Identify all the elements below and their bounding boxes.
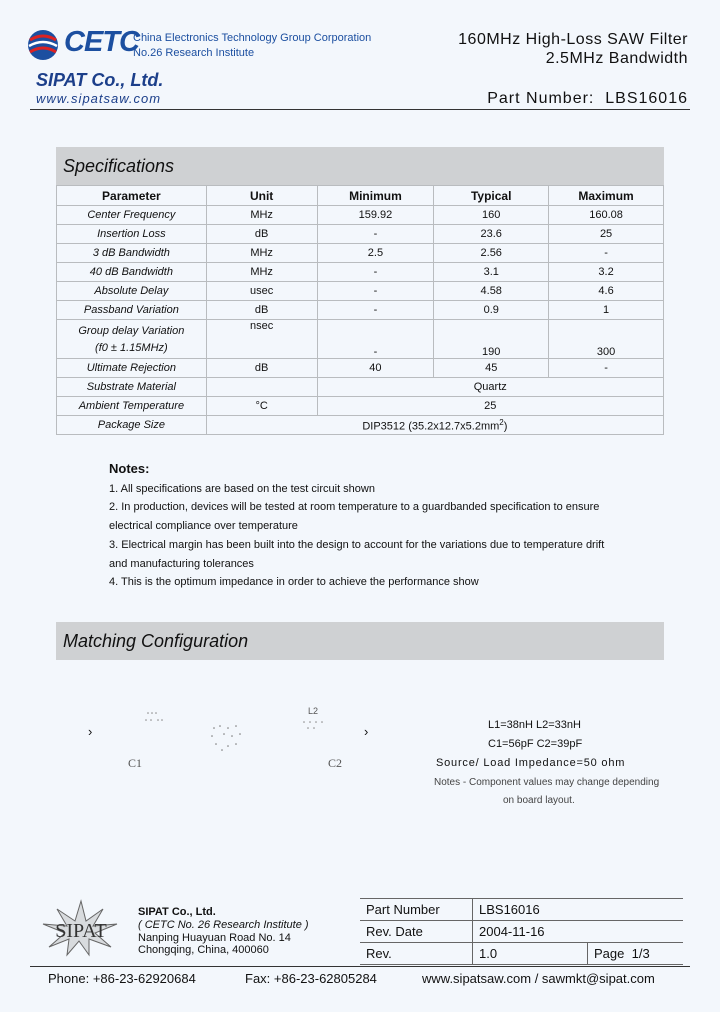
max-cell: 160.08 xyxy=(549,206,664,225)
component-note: Notes - Component values may change depending xyxy=(434,777,660,788)
component-note-2: on board layout. xyxy=(503,795,575,806)
rev-value-cell: LBS16016 xyxy=(473,899,684,921)
rev-label-cell: Part Number xyxy=(360,899,473,921)
param-cell: 40 dB Bandwidth xyxy=(57,263,207,282)
col-header: Unit xyxy=(206,186,317,206)
min-cell: - xyxy=(317,225,434,244)
unit-cell: MHz xyxy=(206,206,317,225)
package-sup: 2 xyxy=(499,417,504,427)
col-header: Minimum xyxy=(317,186,434,206)
max-cell: 3.2 xyxy=(549,263,664,282)
max-cell: 4.6 xyxy=(549,282,664,301)
spec-header-row xyxy=(57,186,664,206)
table-row xyxy=(57,378,664,397)
min-cell: 2.5 xyxy=(317,244,434,263)
param-cell: 3 dB Bandwidth xyxy=(57,244,207,263)
table-row xyxy=(360,943,683,965)
min-cell: 40 xyxy=(317,359,434,378)
unit-cell: MHz xyxy=(206,263,317,282)
revision-table xyxy=(360,898,683,965)
unit-cell xyxy=(206,378,317,397)
specifications-heading: Specifications xyxy=(56,147,664,185)
sipat-logo-icon xyxy=(33,899,129,957)
table-row xyxy=(57,282,664,301)
typ-cell: 23.6 xyxy=(434,225,549,244)
typ-cell: 190 xyxy=(434,320,549,359)
typ-cell: 3.1 xyxy=(434,263,549,282)
cetc-logo-text: CETC xyxy=(64,26,139,58)
page-cell xyxy=(588,943,684,965)
notes-section xyxy=(109,460,649,592)
param-cell: Package Size xyxy=(57,416,207,435)
svg-text:SIPAT: SIPAT xyxy=(55,920,107,942)
saw-filter-icon xyxy=(206,722,256,756)
cetc-logo-icon xyxy=(26,28,60,62)
param-cell: Ultimate Rejection xyxy=(57,359,207,378)
spec-table xyxy=(56,185,664,435)
table-row xyxy=(57,206,664,225)
typ-cell: 0.9 xyxy=(434,301,549,320)
c1-network-icon xyxy=(136,708,216,738)
max-cell: 1 xyxy=(549,301,664,320)
note-line: 3. Electrical margin has been built into the design to account for the variations due to temperature drift xyxy=(109,538,605,551)
notes-title: Notes: xyxy=(109,461,150,476)
unit-cell: MHz xyxy=(206,244,317,263)
min-cell: - xyxy=(317,301,434,320)
unit-cell: nsec xyxy=(206,320,317,359)
unit-cell: usec xyxy=(206,282,317,301)
rev-value-cell: 1.0 xyxy=(473,943,588,965)
value-cell: 25 xyxy=(317,397,664,416)
unit-cell: dB xyxy=(206,301,317,320)
table-row xyxy=(360,921,683,943)
footer-fax: Fax: +86-23-62805284 xyxy=(245,971,377,986)
org-line-2: No.26 Research Institute xyxy=(133,47,255,59)
footer-address-1: Nanping Huayuan Road No. 14 xyxy=(138,932,291,944)
package-close: ) xyxy=(503,420,508,433)
value-cell: Quartz xyxy=(317,378,664,397)
page-value: 1/3 xyxy=(631,946,650,961)
table-row xyxy=(57,244,664,263)
footer-divider xyxy=(30,966,690,967)
typ-cell: 4.58 xyxy=(434,282,549,301)
table-row xyxy=(360,899,683,921)
max-cell: - xyxy=(549,244,664,263)
company-website: www.sipatsaw.com xyxy=(36,91,162,106)
table-row xyxy=(57,320,664,359)
param-cell: Absolute Delay xyxy=(57,282,207,301)
part-number-value: LBS16016 xyxy=(605,90,688,107)
product-subtitle: 2.5MHz Bandwidth xyxy=(545,50,688,67)
footer-subtitle: ( CETC No. 26 Research Institute ) xyxy=(138,919,309,931)
param-cell: Insertion Loss xyxy=(57,225,207,244)
footer-address-2: Chongqing, China, 400060 xyxy=(138,944,269,956)
org-line-1: China Electronics Technology Group Corporation xyxy=(133,32,372,44)
note-line: 2. In production, devices will be tested at room temperature to a guardbanded specification to ensure xyxy=(109,501,600,514)
typ-cell: 2.56 xyxy=(434,244,549,263)
note-line: 4. This is the optimum impedance in order to achieve the performance show xyxy=(109,576,479,589)
footer-contact: www.sipatsaw.com / sawmkt@sipat.com xyxy=(422,971,655,986)
matching-diagram xyxy=(56,660,664,874)
note-line: electrical compliance over temperature xyxy=(109,520,298,533)
typ-cell: 45 xyxy=(434,359,549,378)
group-delay-range: (f0 ± 1.15MHz) xyxy=(95,341,168,354)
max-cell: 25 xyxy=(549,225,664,244)
min-cell: - xyxy=(317,282,434,301)
rev-label-cell: Rev. xyxy=(360,943,473,965)
param-cell xyxy=(57,320,207,359)
note-line: and manufacturing tolerances xyxy=(109,557,254,570)
footer-company: SIPAT Co., Ltd. xyxy=(138,906,216,918)
footer-phone: Phone: +86-23-62920684 xyxy=(48,971,196,986)
output-arrow-icon: › xyxy=(364,724,369,739)
max-cell: - xyxy=(549,359,664,378)
c2-label: C2 xyxy=(328,756,343,770)
inductor-values: L1=38nH L2=33nH xyxy=(488,719,581,731)
part-number-heading xyxy=(487,90,688,108)
min-cell: 159.92 xyxy=(317,206,434,225)
table-row xyxy=(57,225,664,244)
min-cell: - xyxy=(317,320,434,359)
param-cell: Substrate Material xyxy=(57,378,207,397)
unit-cell: °C xyxy=(206,397,317,416)
impedance-text: Source/ Load Impedance=50 ohm xyxy=(436,757,626,769)
matching-heading: Matching Configuration xyxy=(56,622,664,660)
col-header: Parameter xyxy=(57,186,207,206)
group-delay-label: Group delay Variation xyxy=(78,324,185,337)
capacitor-values: C1=56pF C2=39pF xyxy=(488,738,583,750)
table-row xyxy=(57,416,664,435)
package-size: DIP3512 (35.2x12.7x5.2mm xyxy=(362,420,500,433)
table-row xyxy=(57,359,664,378)
max-cell: 300 xyxy=(549,320,664,359)
min-cell: - xyxy=(317,263,434,282)
c2-network-icon xyxy=(296,716,336,736)
value-cell xyxy=(206,416,663,435)
product-title: 160MHz High-Loss SAW Filter xyxy=(458,31,688,48)
rev-value-cell: 2004-11-16 xyxy=(473,921,684,943)
rev-label-cell: Rev. Date xyxy=(360,921,473,943)
param-cell: Ambient Temperature xyxy=(57,397,207,416)
table-row xyxy=(57,301,664,320)
note-line: 1. All specifications are based on the test circuit shown xyxy=(109,482,375,495)
table-row xyxy=(57,263,664,282)
input-arrow-icon: › xyxy=(88,724,93,739)
page-label: Page xyxy=(594,946,625,961)
table-row xyxy=(57,397,664,416)
param-cell: Center Frequency xyxy=(57,206,207,225)
l2-label: L2 xyxy=(308,706,319,716)
typ-cell: 160 xyxy=(434,206,549,225)
c1-label: C1 xyxy=(128,756,143,770)
param-cell: Passband Variation xyxy=(57,301,207,320)
col-header: Maximum xyxy=(549,186,664,206)
header-divider xyxy=(30,109,690,110)
col-header: Typical xyxy=(434,186,549,206)
company-name: SIPAT Co., Ltd. xyxy=(36,70,164,90)
unit-cell: dB xyxy=(206,359,317,378)
unit-cell: dB xyxy=(206,225,317,244)
part-number-label: Part Number: xyxy=(487,90,595,107)
